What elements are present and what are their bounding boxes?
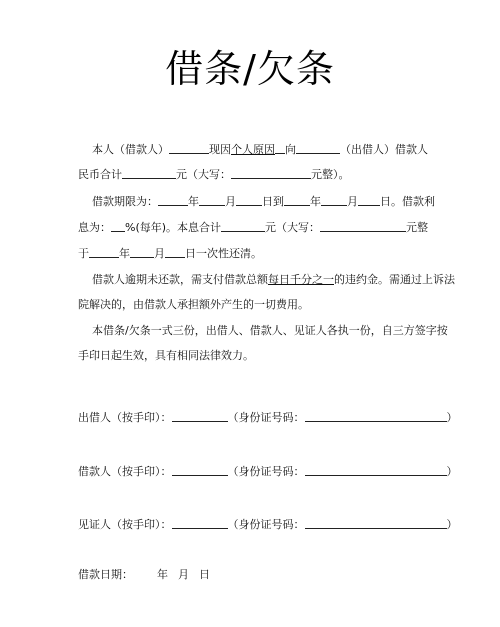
date-day: 日 [199,568,210,581]
para1-line1 [92,142,428,157]
day-end-text: 日。借款利 [380,195,435,208]
lender-sign-blank[interactable] [172,410,228,422]
lender-sign-label: 出借人（按手印）： [78,411,172,424]
lender-blank[interactable] [296,142,340,154]
borrower-id-blank[interactable] [305,464,447,476]
amount-blank[interactable] [122,167,176,179]
borrower-label: 本人（借款人） [92,143,169,156]
witness-id-blank[interactable] [305,517,447,529]
close-paren: ） [446,518,458,531]
lender-id-blank[interactable] [305,410,447,422]
repay-month-blank[interactable] [130,246,154,258]
to-label: 向 [285,143,296,156]
start-month-blank[interactable] [199,194,225,206]
date-label: 借款日期： [78,568,133,581]
document-title: 借条/欠条 [165,47,335,91]
rate-text: %(每年)。本息合计 [125,221,222,234]
witness-id-label: （身份证号码： [227,518,305,531]
date-month: 月 [178,568,189,581]
borrower-sign-label: 借款人（按手印）： [78,465,172,478]
principal-capital-label: 元（大写： [265,221,321,234]
year-text: 年 [119,247,130,260]
para2-line3 [78,246,262,261]
witness-sign-label: 见证人（按手印）： [78,518,172,531]
reason-value: 个人原因 [231,143,275,156]
witness-signature-row [78,517,458,532]
amount-capital-label: 元（大写： [176,168,231,181]
reason-prefix: 现因 [209,143,231,156]
borrower-blank[interactable] [169,142,209,154]
para3-line2: 院解决的，由借款人承担额外产生的一切费用。 [78,298,309,311]
date-year: 年 [157,568,168,581]
total-label: 民币合计 [78,168,122,181]
borrower-id-label: （身份证号码： [227,465,305,478]
repay-year-blank[interactable] [89,246,119,258]
lender-signature-row [78,410,458,425]
loan-date-row [78,568,210,582]
end-month-blank[interactable] [321,194,347,206]
para2-line1 [92,194,435,209]
reason-blank[interactable] [275,142,285,154]
witness-sign-blank[interactable] [172,517,228,529]
rate-blank[interactable] [111,220,125,232]
repay-end: 日一次性还清。 [185,247,262,260]
para2-line2 [78,220,428,235]
by-label: 于 [78,247,89,260]
penalty-text-c: 的违约金。需通过上诉法 [334,273,455,286]
para1-line2 [78,167,350,182]
start-day-blank[interactable] [236,194,262,206]
month-text: 月 [154,247,165,260]
start-year-blank[interactable] [158,194,188,206]
borrower-sign-blank[interactable] [172,464,228,476]
lender-id-label: （身份证号码： [227,411,305,424]
lender-label: （出借人）借款人 [340,143,428,156]
principal-blank[interactable] [221,220,265,232]
end-year-blank[interactable] [284,194,310,206]
amount-capital-blank[interactable] [231,167,311,179]
close-paren: ） [446,411,458,424]
close-paren: ） [446,465,458,478]
amount-end: 元整）。 [311,168,350,181]
year-text: 年 [310,195,321,208]
day-to-text: 日到 [262,195,284,208]
year-text: 年 [188,195,199,208]
penalty-text-a: 借款人逾期未还款，需支付借款总额 [92,273,268,286]
interest-label: 息为： [78,221,111,234]
end-day-blank[interactable] [358,194,380,206]
para4-line1: 本借条/欠条一式三份，出借人、借款人、见证人各执一份，自三方签字按 [92,324,448,337]
repay-day-blank[interactable] [165,246,185,258]
month-text: 月 [225,195,236,208]
borrower-signature-row [78,464,458,479]
month-text: 月 [347,195,358,208]
principal-end: 元整 [406,221,429,234]
principal-capital-blank[interactable] [320,220,406,232]
term-label: 借款期限为： [92,195,158,208]
penalty-rate: 每日千分之一 [268,273,334,286]
para3-line1 [92,273,455,287]
para4-line2: 手印日起生效，具有相同法律效力。 [78,349,254,362]
